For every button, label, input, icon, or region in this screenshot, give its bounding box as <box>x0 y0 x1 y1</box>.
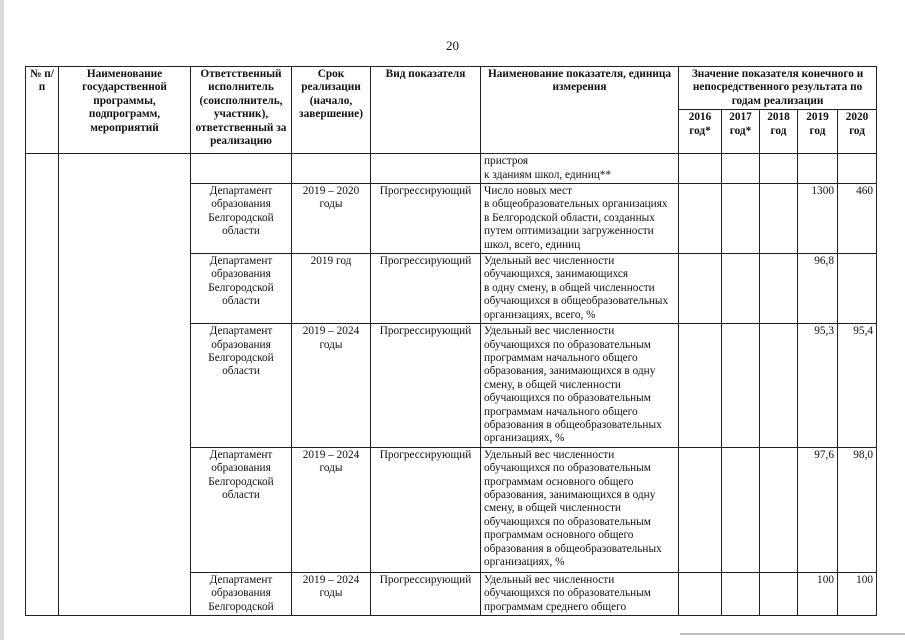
header-year-2017: 2017 год* <box>722 110 760 154</box>
header-year-2020: 2020 год <box>838 110 877 154</box>
scan-edge-left <box>0 0 4 640</box>
header-year-2016: 2016 год* <box>679 110 722 154</box>
header-type: Вид показателя <box>371 67 481 154</box>
cell-value-2020 <box>838 154 877 184</box>
header-indicator: Наименование показателя, единица измерения <box>481 67 679 154</box>
cell-program <box>59 154 191 616</box>
cell-type: Прогрессирующий <box>371 324 481 448</box>
cell-value-2017 <box>722 184 760 254</box>
cell-indicator: Удельный вес численности обучающихся по образовательным программам основного общего образования, занимающихся в одну смену, в общей численности обучающихся по образовательным программам основного общего образования в общеобразовательных организациях, % <box>481 447 679 572</box>
cell-type: Прогрессирующий <box>371 447 481 572</box>
cell-indicator: пристроя к зданиям школ, единиц** <box>481 154 679 184</box>
cell-value-2016 <box>679 324 722 448</box>
header-program: Наименование государственной программы, подпрограмм, мероприятий <box>59 67 191 154</box>
cell-value-2016 <box>679 254 722 324</box>
cell-executor: Департамент образования Белгородской области <box>191 254 292 324</box>
cell-value-2020: 95,4 <box>838 324 877 448</box>
cell-indicator: Число новых мест в общеобразовательных организациях в Белгородской области, созданных путем оптимизации загруженности школ, всего, единиц <box>481 184 679 254</box>
cell-value-2016 <box>679 184 722 254</box>
cell-value-2019: 1300 <box>798 184 838 254</box>
cell-value-2020 <box>838 254 877 324</box>
cell-value-2020: 460 <box>838 184 877 254</box>
cell-value-2020: 100 <box>838 572 877 615</box>
cell-value-2019: 100 <box>798 572 838 615</box>
cell-value-2017 <box>722 447 760 572</box>
cell-type: Прогрессирующий <box>371 184 481 254</box>
cell-value-2020: 98,0 <box>838 447 877 572</box>
cell-value-2019: 97,6 <box>798 447 838 572</box>
cell-value-2019 <box>798 154 838 184</box>
cell-value-2018 <box>760 184 798 254</box>
cell-value-2016 <box>679 154 722 184</box>
header-term: Срок реализации (начало, завершение) <box>292 67 371 154</box>
cell-indicator: Удельный вес численности обучающихся по образовательным программам начального общего образования, занимающихся в одну смену, в общей численности обучающихся по образовательным программам начального общего образования в общеобразовательных организациях, % <box>481 324 679 448</box>
cell-value-2019: 96,8 <box>798 254 838 324</box>
cell-num <box>26 154 59 616</box>
cell-value-2016 <box>679 572 722 615</box>
cell-value-2019: 95,3 <box>798 324 838 448</box>
cell-value-2018 <box>760 254 798 324</box>
cell-term <box>292 154 371 184</box>
cell-value-2016 <box>679 447 722 572</box>
cell-indicator: Удельный вес численности обучающихся, занимающихся в одну смену, в общей численности обучающихся в общеобразовательных организациях, всего, % <box>481 254 679 324</box>
cell-executor: Департамент образования Белгородской области <box>191 184 292 254</box>
cell-term: 2019 – 2020 годы <box>292 184 371 254</box>
cell-executor <box>191 154 292 184</box>
cell-value-2018 <box>760 447 798 572</box>
cell-type: Прогрессирующий <box>371 254 481 324</box>
cell-value-2018 <box>760 324 798 448</box>
header-values-group: Значение показателя конечного и непосредственного результата по годам реализации <box>679 67 877 110</box>
cell-value-2018 <box>760 154 798 184</box>
cell-value-2018 <box>760 572 798 615</box>
cell-type: Прогрессирующий <box>371 572 481 615</box>
scan-edge-bottom <box>680 633 905 635</box>
cell-executor: Департамент образования Белгородской области <box>191 324 292 448</box>
cell-term: 2019 – 2024 годы <box>292 572 371 615</box>
page-number: 20 <box>446 38 459 53</box>
cell-executor: Департамент образования Белгородской <box>191 572 292 615</box>
header-num: № п/п <box>26 67 59 154</box>
cell-value-2017 <box>722 254 760 324</box>
cell-executor: Департамент образования Белгородской области <box>191 447 292 572</box>
header-executor: Ответственный исполнитель (соисполнитель, участник), ответственный за реализацию <box>191 67 292 154</box>
cell-type <box>371 154 481 184</box>
cell-value-2017 <box>722 154 760 184</box>
cell-value-2017 <box>722 572 760 615</box>
cell-term: 2019 – 2024 годы <box>292 324 371 448</box>
header-year-2019: 2019 год <box>798 110 838 154</box>
header-year-2018: 2018 год <box>760 110 798 154</box>
cell-value-2017 <box>722 324 760 448</box>
cell-term: 2019 – 2024 годы <box>292 447 371 572</box>
table-row <box>26 154 877 184</box>
cell-indicator: Удельный вес численности обучающихся по образовательным программам среднего общего <box>481 572 679 615</box>
indicators-table <box>25 66 877 616</box>
cell-term: 2019 год <box>292 254 371 324</box>
